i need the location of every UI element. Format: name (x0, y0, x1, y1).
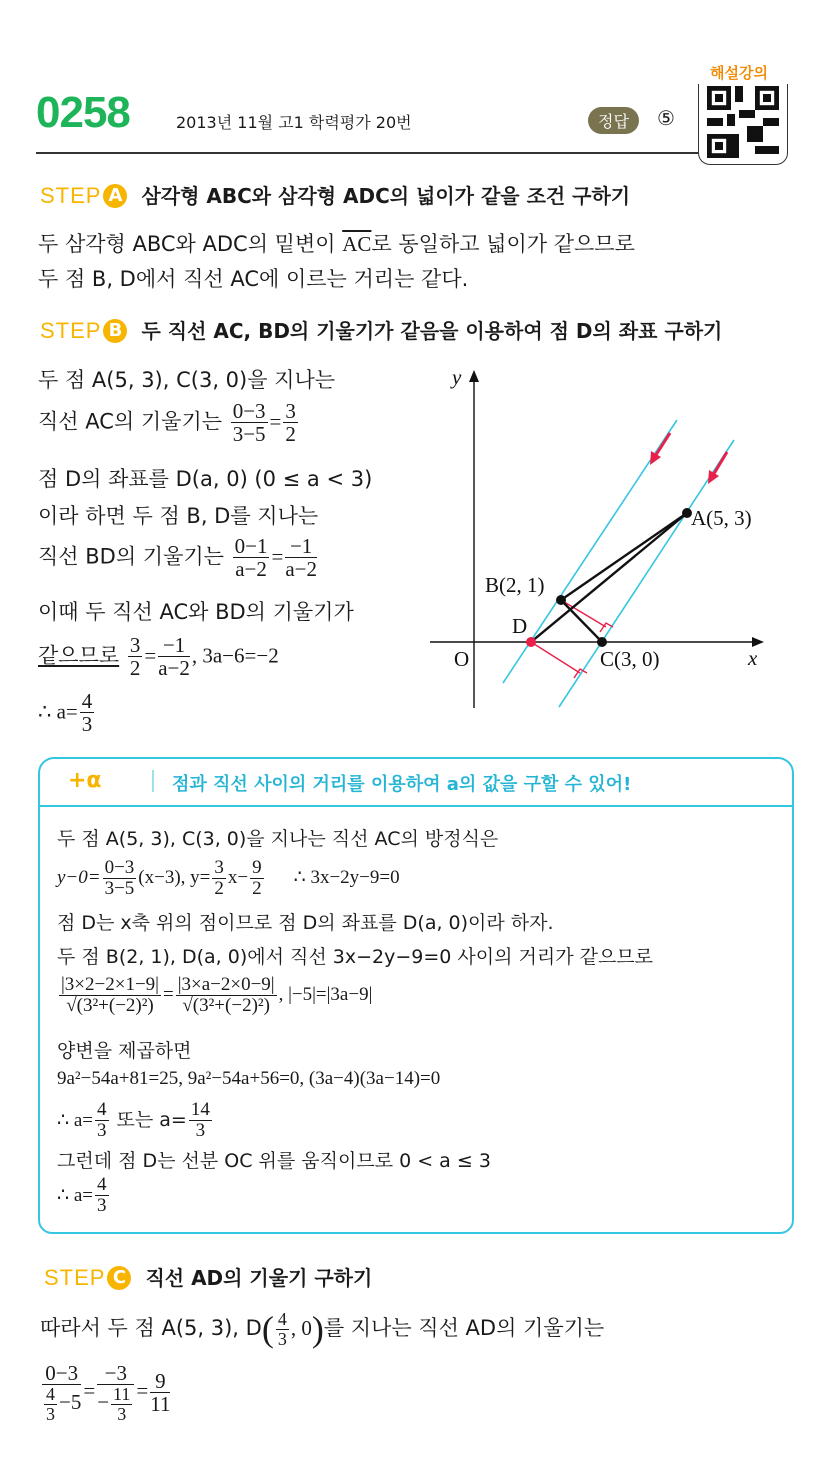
step-c-result (40, 1362, 172, 1424)
point-b (556, 595, 566, 605)
equals: = (271, 544, 284, 569)
therefore: ∴ a= (57, 1184, 93, 1206)
fraction (97, 1362, 134, 1424)
point-c (597, 637, 607, 647)
problem-source: 2013년 11월 고1 학력평가 20번 (176, 113, 412, 132)
fraction (95, 1100, 109, 1141)
step-title: 삼각형 ABC와 삼각형 ADC의 넓이가 같을 조건 구하기 (141, 184, 631, 208)
tip-line-1: 두 점 A(5, 3), C(3, 0)을 지나는 직선 AC의 방정식은 (57, 828, 499, 850)
numerator: 3 (214, 857, 224, 878)
fraction (95, 1175, 109, 1216)
y-axis-arrow-icon (469, 370, 479, 382)
point-c-label: C(3, 0) (600, 647, 660, 671)
problem-number: 0258 (36, 88, 130, 137)
numerator: −3 (97, 1362, 134, 1385)
numerator: 3 (285, 399, 296, 423)
denominator: 3 (195, 1119, 206, 1141)
text: 를 지나는 직선 AD의 기울기는 (323, 1316, 605, 1340)
numerator: 0−3 (42, 1362, 81, 1385)
denominator: $\frac{4}{3}$ −5 (46, 1384, 82, 1424)
fraction (231, 400, 268, 445)
qr-frame[interactable] (698, 84, 788, 165)
numerator: 0−3 (232, 399, 266, 423)
step-label: STEP (40, 318, 102, 343)
divider (152, 770, 154, 792)
equation: x− (227, 866, 249, 888)
numerator: 4 (277, 1308, 287, 1329)
step-title: 두 직선 AC, BD의 기울기가 같음을 이용하여 점 D의 좌표 구하기 (141, 319, 723, 343)
denominator: − $\frac{11}{3}$ (97, 1384, 131, 1424)
point-d (526, 637, 536, 647)
text: 두 삼각형 ABC와 ADC의 밑변이 (38, 232, 343, 256)
numerator: −1 (158, 634, 190, 657)
equals: = (269, 409, 282, 434)
denominator: 11 (150, 1392, 171, 1417)
point-a-label: A(5, 3) (691, 506, 752, 530)
text: , 0 (290, 1316, 312, 1340)
text: 같으므로 (38, 643, 120, 668)
numerator: 4 (97, 1099, 107, 1120)
step-b-line-7 (38, 634, 279, 679)
step-b-line-5 (38, 535, 319, 580)
tip-line-5 (57, 975, 372, 1016)
equation: (x−3), y= (138, 866, 211, 888)
step-a-line-1 (38, 228, 635, 258)
fraction (285, 535, 317, 580)
tip-line-10 (57, 1175, 111, 1216)
denominator: 3−5 (104, 877, 135, 899)
plus-alpha-icon: +α (68, 768, 102, 793)
numerator: 0−1 (234, 534, 268, 558)
step-label: STEP (40, 183, 102, 208)
denominator: 2 (214, 877, 224, 899)
denominator: 2 (252, 877, 262, 899)
equation: ∴ 3x−2y−9=0 (293, 866, 400, 888)
equation: , |−5|=|3a−9| (278, 983, 373, 1005)
denominator: 2 (129, 656, 141, 681)
therefore: ∴ a= (57, 1109, 93, 1131)
answer-badge: 정답 (588, 107, 639, 134)
numerator: |3×2−2×1−9| (61, 974, 159, 995)
x-label: x (748, 646, 758, 670)
numerator: |3×a−2×0−9| (177, 974, 275, 995)
step-letter: A (103, 184, 127, 208)
denominator: a−2 (235, 557, 267, 582)
step-b-line-8 (38, 690, 96, 735)
tip-line-9: 그런데 점 D는 선분 OC 위를 움직이므로 0 < a ≤ 3 (57, 1150, 491, 1172)
denominator: a−2 (158, 656, 190, 681)
step-b-line-3: 점 D의 좌표를 D(a, 0) (0 ≤ a < 3) (38, 467, 373, 491)
equals: = (83, 1378, 96, 1403)
fraction (128, 634, 143, 679)
numerator: 9 (252, 857, 262, 878)
step-title: 직선 AD의 기울기 구하기 (145, 1266, 373, 1290)
denominator: √(3²+(−2)²) (66, 994, 154, 1016)
denominator: 3 (277, 1328, 287, 1349)
segment-ac: $\overline{AC}$ (342, 232, 372, 256)
denominator: 3 (81, 712, 93, 737)
lecture-label[interactable]: 해설강의 (710, 64, 768, 82)
step-letter: B (103, 319, 127, 343)
header-divider (36, 152, 698, 154)
numerator: 4 (81, 689, 93, 713)
point-b-label: B(2, 1) (485, 573, 545, 597)
tip-line-6: 양변을 제곱하면 (57, 1040, 192, 1062)
step-a-heading (40, 180, 630, 209)
answer-value: ⑤ (657, 106, 675, 130)
fraction (42, 1362, 81, 1424)
denominator: √(3²+(−2)²) (182, 994, 270, 1016)
fraction (276, 1310, 289, 1349)
step-b-line-2 (38, 400, 300, 445)
text: 로 동일하고 넓이가 같으므로 (371, 232, 635, 256)
denominator: 3−5 (232, 422, 266, 447)
denominator: a−2 (285, 557, 317, 582)
denominator: 3 (97, 1194, 107, 1216)
step-label: STEP (44, 1265, 106, 1290)
denominator: 3 (97, 1119, 107, 1141)
tip-line-8 (57, 1100, 214, 1141)
fraction (59, 975, 161, 1016)
equals: = (136, 1378, 149, 1403)
step-c-heading (44, 1262, 372, 1291)
fraction (283, 400, 298, 445)
text: 직선 BD의 기울기는 (38, 544, 224, 569)
numerator: 14 (190, 1099, 210, 1120)
step-a-line-2: 두 점 B, D에서 직선 AC에 이르는 거리는 같다. (38, 267, 469, 291)
fraction (158, 634, 190, 679)
step-b-heading (40, 315, 722, 344)
numerator: 3 (129, 633, 141, 657)
fraction (233, 535, 270, 580)
step-b-line-4: 이라 하면 두 점 B, D를 지나는 (38, 504, 319, 528)
equation: y−0= (57, 866, 101, 888)
equals: = (162, 983, 174, 1005)
step-letter: C (107, 1266, 131, 1290)
tip-line-7: 9a²−54a+81=25, 9a²−54a+56=0, (3a−4)(3a−14)=0 (57, 1068, 441, 1089)
equals: = (144, 643, 157, 668)
fraction (176, 975, 277, 1016)
origin-label: O (454, 647, 470, 671)
step-c-line-1: 따라서 두 점 A(5, 3), D( $\frac{4}{3}$ , 0)를 지나는 직선 AD의 기울기는 (40, 1308, 605, 1349)
y-label: y (452, 365, 462, 389)
step-b-line-6: 이때 두 직선 AC와 BD의 기울기가 (38, 600, 354, 624)
tip-line-2 (57, 858, 400, 899)
equation: , 3a−6=−2 (191, 643, 279, 668)
fraction (150, 1370, 170, 1415)
numerator: −1 (285, 535, 317, 558)
fraction (80, 690, 95, 735)
text: 따라서 두 점 A(5, 3), D (40, 1316, 262, 1340)
numerator: 0−3 (104, 857, 135, 878)
fraction (103, 858, 137, 899)
therefore: ∴ a= (38, 699, 78, 724)
step-b-line-1: 두 점 A(5, 3), C(3, 0)을 지나는 (38, 368, 336, 392)
tip-title: 점과 직선 사이의 거리를 이용하여 a의 값을 구할 수 있어! (172, 774, 632, 795)
fraction (212, 858, 226, 899)
fraction (189, 1100, 212, 1141)
point-d-label: D (512, 614, 528, 638)
denominator: 2 (285, 422, 296, 447)
numerator: 9 (150, 1370, 170, 1393)
tip-line-3: 점 D는 x축 위의 점이므로 점 D의 좌표를 D(a, 0)이라 하자. (57, 912, 554, 934)
coordinate-graph (430, 360, 820, 720)
numerator: 4 (97, 1174, 107, 1195)
qr-code-icon (707, 86, 779, 158)
text: 직선 AC의 기울기는 (38, 409, 223, 434)
fraction (250, 858, 264, 899)
text: 또는 a= (110, 1108, 187, 1131)
tip-line-4: 두 점 B(2, 1), D(a, 0)에서 직선 3x−2y−9=0 사이의 거리가 같으므로 (57, 946, 654, 968)
